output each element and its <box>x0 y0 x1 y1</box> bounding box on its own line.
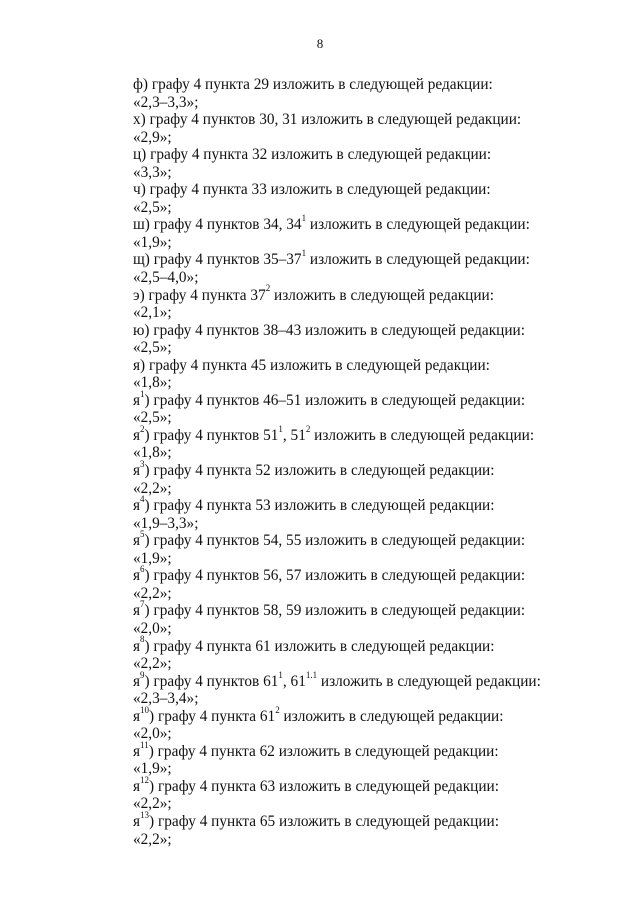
amendment-instruction <box>133 322 613 340</box>
instruction-text-part: изложить в следующей редакции: <box>306 216 530 234</box>
amendment-instruction <box>133 669 613 691</box>
item-marker-superscript: 5 <box>140 529 145 540</box>
item-marker-superscript: 9 <box>140 669 145 680</box>
instruction-text: графу 4 пунктов 56, 57 изложить в следующей редакции: <box>153 567 526 585</box>
instruction-text: графу 4 пунктов 54, 55 изложить в следующей редакции: <box>153 532 526 550</box>
amendment-value: «2,5»; <box>133 409 172 427</box>
item-marker <box>133 216 150 233</box>
item-marker: $я^7$) <box>133 599 150 620</box>
item-marker-superscript: 10 <box>140 704 150 715</box>
item-marker <box>133 181 146 198</box>
item-marker-letter: я <box>133 567 141 585</box>
item-marker-superscript: 7 <box>140 599 145 610</box>
instruction-text-part: графу 4 пунктов 34, 34 <box>153 216 302 234</box>
amendment-instruction <box>133 181 613 199</box>
amendment-value: «2,0»; <box>133 725 172 743</box>
item-marker-letter: я <box>133 637 141 655</box>
item-marker: $я^{10}$) <box>133 704 155 725</box>
item-marker-superscript: 12 <box>140 774 150 785</box>
amendment-value: «2,1»; <box>133 304 172 322</box>
instruction-text-part: графу 4 пунктов 61 <box>153 672 279 690</box>
item-marker-letter: я <box>133 497 141 515</box>
amendment-value: «1,9»; <box>133 760 172 778</box>
amendment-instruction <box>133 494 613 515</box>
instruction-text: графу 4 пункта 52 изложить в следующей редакции: <box>153 462 495 480</box>
item-marker <box>133 251 150 268</box>
amendment-instruction <box>133 634 613 656</box>
item-marker-letter: ю) <box>133 321 150 339</box>
amendment-instruction <box>133 388 613 410</box>
point-superscript: 1 <box>278 669 283 680</box>
item-marker-letter: щ) <box>133 251 150 269</box>
item-marker-letter: ф) <box>133 76 149 93</box>
amendment-value: «2,5–4,0»; <box>133 269 199 287</box>
point-superscript: 1.1 <box>305 669 318 680</box>
amendment-instruction <box>133 529 613 550</box>
item-marker <box>133 357 145 374</box>
amendment-instruction <box>133 599 613 620</box>
item-marker: $я^9$) <box>133 669 150 690</box>
instruction-text: графу 4 пунктов 38–43 изложить в следующей редакции: <box>153 321 525 339</box>
instruction-text <box>157 704 504 725</box>
amendment-instruction <box>133 809 613 831</box>
point-superscript: 2 <box>305 423 311 434</box>
amendment-value: «3,3»; <box>133 163 172 181</box>
item-marker-superscript: 4 <box>140 494 145 505</box>
item-marker-superscript: 8 <box>140 634 145 645</box>
item-marker: $я^8$) <box>133 634 150 655</box>
instruction-text: графу 4 пункта 33 изложить в следующей редакции: <box>149 181 491 199</box>
item-marker-letter: я <box>133 391 141 409</box>
amendment-value: «1,8»; <box>133 374 172 392</box>
amendment-value: «2,2»; <box>133 830 172 848</box>
instruction-text-part: графу 4 пунктов 51 <box>153 426 279 444</box>
item-marker-letter: я <box>133 532 141 550</box>
amendment-value: «1,9»; <box>133 549 172 567</box>
amendment-value: «1,8»; <box>133 444 172 462</box>
item-marker-letter: х) <box>133 111 146 129</box>
point-superscript: 1 <box>278 423 283 434</box>
instruction-text: графу 4 пункта 45 изложить в следующей редакции: <box>148 356 490 374</box>
instruction-text-part: изложить в следующей редакции: <box>306 251 530 269</box>
item-marker-letter: я <box>133 742 141 760</box>
amendment-value: «2,0»; <box>133 619 172 637</box>
instruction-text <box>153 669 541 690</box>
item-marker <box>133 111 146 128</box>
item-marker: $я^4$) <box>133 494 150 515</box>
item-marker: $я^{11}$) <box>133 739 154 760</box>
instruction-text-part: , 61 <box>282 672 306 690</box>
item-marker-superscript: 13 <box>140 809 150 820</box>
item-marker-superscript: 2 <box>140 423 145 434</box>
instruction-text: графу 4 пункта 32 изложить в следующей редакции: <box>150 146 492 164</box>
amendment-instruction <box>133 283 613 305</box>
item-marker-superscript: 11 <box>140 739 149 750</box>
instruction-text <box>153 423 535 444</box>
instruction-text: графу 4 пункта 53 изложить в следующей редакции: <box>153 497 495 515</box>
instruction-text: графу 4 пункта 65 изложить в следующей редакции: <box>157 812 499 830</box>
amendment-value: «2,2»; <box>133 479 172 497</box>
item-marker-letter: я <box>133 777 141 795</box>
item-marker-letter: я <box>133 707 141 725</box>
instruction-text: графу 4 пунктов 30, 31 изложить в следующей редакции: <box>149 111 522 129</box>
instruction-text <box>153 213 530 234</box>
amendment-value: «2,3–3,3»; <box>133 93 199 111</box>
instruction-text <box>153 248 530 269</box>
amendment-instruction <box>133 739 613 761</box>
point-superscript: 2 <box>265 283 271 294</box>
item-marker: $я^6$) <box>133 564 150 585</box>
instruction-text: графу 4 пункта 63 изложить в следующей редакции: <box>157 777 499 795</box>
amendment-instruction <box>133 564 613 585</box>
instruction-text-part: , 51 <box>282 426 306 444</box>
instruction-text: графу 4 пункта 62 изложить в следующей редакции: <box>157 742 499 760</box>
instruction-text <box>148 283 494 304</box>
amendment-instruction <box>133 423 613 445</box>
amendment-instruction <box>133 111 613 129</box>
amendment-value: «2,9»; <box>133 128 172 146</box>
item-marker-letter: я <box>133 812 141 830</box>
item-marker: $я^{13}$) <box>133 809 155 830</box>
item-marker-superscript: 6 <box>140 564 145 575</box>
page-number: 8 <box>316 36 324 51</box>
item-marker-letter: ш) <box>133 216 150 234</box>
item-marker: $я^5$) <box>133 529 150 550</box>
amendment-value: «2,5»; <box>133 339 172 357</box>
item-marker-letter: ц) <box>133 146 147 164</box>
instruction-text-part: изложить в следующей редакции: <box>270 286 494 304</box>
amendment-value: «2,2»; <box>133 655 172 673</box>
instruction-text-part: изложить в следующей редакции: <box>279 707 504 725</box>
item-marker: $я^1$) <box>133 388 150 409</box>
instruction-text: графу 4 пункта 29 изложить в следующей редакции: <box>151 76 493 93</box>
item-marker <box>133 287 145 304</box>
instruction-text-part: графу 4 пунктов 35–37 <box>153 251 302 269</box>
item-marker-letter: я <box>133 462 141 480</box>
point-superscript: 1 <box>301 213 307 224</box>
instruction-text-part: графу 4 пункта 37 <box>148 286 266 304</box>
amendment-value: «2,3–3,4»; <box>133 690 199 708</box>
item-marker: $я^2$) <box>133 423 150 444</box>
instruction-text: графу 4 пунктов 46–51 изложить в следующей редакции: <box>153 391 526 409</box>
item-marker <box>133 322 150 339</box>
instruction-text: графу 4 пунктов 58, 59 изложить в следующей редакции: <box>153 602 526 620</box>
item-marker-letter: я <box>133 426 141 444</box>
amendment-value: «2,2»; <box>133 584 172 602</box>
amendment-instruction <box>133 248 613 269</box>
amendment-instruction <box>133 76 613 94</box>
amendment-value: «2,5»; <box>133 198 172 216</box>
amendment-value: «2,2»; <box>133 795 172 813</box>
item-marker-letter: я) <box>133 356 146 374</box>
instruction-text-part: изложить в следующей редакции: <box>317 672 541 690</box>
point-superscript: 1 <box>301 248 307 259</box>
instruction-text-part: изложить в следующей редакции: <box>310 426 535 444</box>
amendment-instruction <box>133 458 613 480</box>
amendment-value: «1,9–3,3»; <box>133 514 199 532</box>
point-superscript: 2 <box>275 704 280 715</box>
item-marker: $я^{12}$) <box>133 774 155 795</box>
item-marker-letter: я <box>133 672 141 690</box>
item-marker-letter: ч) <box>133 181 146 199</box>
amendment-instruction <box>133 774 613 796</box>
item-marker-letter: я <box>133 602 141 620</box>
amendment-instruction <box>133 146 613 164</box>
amendment-instruction <box>133 213 613 234</box>
amendment-instruction <box>133 704 613 726</box>
amendment-list <box>133 76 613 848</box>
item-marker-letter: э) <box>133 286 145 304</box>
item-marker <box>133 146 146 163</box>
amendment-instruction <box>133 357 613 375</box>
instruction-text: графу 4 пункта 61 изложить в следующей редакции: <box>153 637 495 655</box>
item-marker <box>133 76 148 93</box>
amendment-value: «1,9»; <box>133 233 172 251</box>
instruction-text-part: графу 4 пункта 61 <box>157 707 276 725</box>
item-marker-superscript: 3 <box>140 458 145 469</box>
item-marker-superscript: 1 <box>140 388 145 399</box>
item-marker: $я^3$) <box>133 458 150 480</box>
